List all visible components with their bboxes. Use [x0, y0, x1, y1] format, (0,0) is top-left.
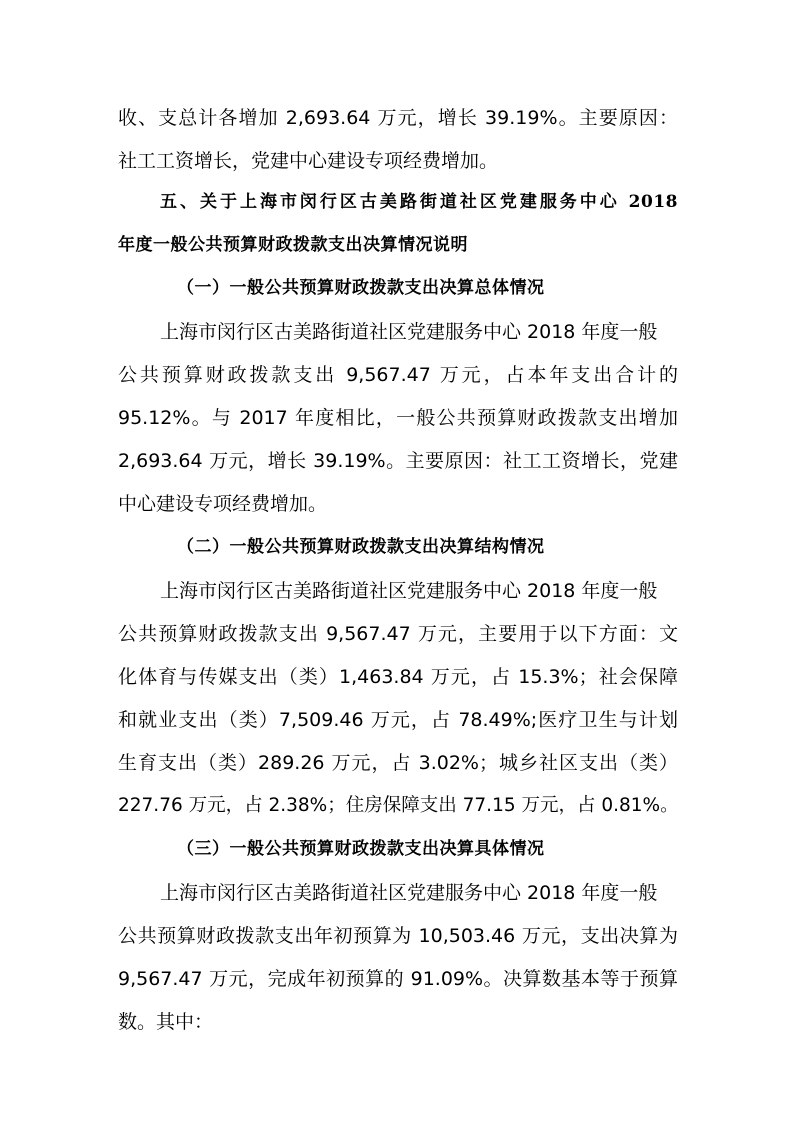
- part3-line-1: 上海市闵行区古美路街道社区党建服务中心 2018 年度一般: [160, 882, 658, 904]
- part1-line-4: 2,693.64 万元，增长 39.19%。主要原因：社工工资增长，党建: [118, 450, 678, 472]
- part2-line-1: 上海市闵行区古美路街道社区党建服务中心 2018 年度一般: [160, 580, 658, 602]
- part1-line-1: 上海市闵行区古美路街道社区党建服务中心 2018 年度一般: [160, 321, 658, 343]
- part1-line-5: 中心建设专项经费增加。: [118, 493, 328, 515]
- part3-heading: （三）一般公共预算财政拨款支出决算具体情况: [177, 839, 545, 859]
- intro-line-2: 社工工资增长，党建中心建设专项经费增加。: [118, 150, 499, 172]
- part3-line-2: 公共预算财政拨款支出年初预算为 10,503.46 万元，支出决算为: [118, 925, 678, 947]
- part1-line-3: 95.12%。与 2017 年度相比，一般公共预算财政拨款支出增加: [118, 407, 678, 429]
- part1-heading: （一）一般公共预算财政拨款支出决算总体情况: [177, 278, 545, 298]
- part2-line-6: 227.76 万元，占 2.38%；住房保障支出 77.15 万元，占 0.81%。: [118, 795, 679, 816]
- section5-title-line-2: 年度一般公共预算财政拨款支出决算情况说明: [118, 235, 468, 255]
- part3-line-4: 数。其中：: [118, 1011, 214, 1033]
- part2-line-4: 和就业支出（类）7,509.46 万元，占 78.49%;医疗卫生与计划: [118, 709, 678, 731]
- part3-line-3: 9,567.47 万元，完成年初预算的 91.09%。决算数基本等于预算: [118, 968, 678, 990]
- part2-line-3: 化体育与传媒支出（类）1,463.84 万元，占 15.3%；社会保障: [118, 666, 678, 688]
- intro-line-1: 收、支总计各增加 2,693.64 万元，增长 39.19%。主要原因：: [118, 107, 678, 129]
- section5-title-line-1: 五、关于上海市闵行区古美路街道社区党建服务中心 2018: [160, 192, 678, 212]
- part1-line-2: 公共预算财政拨款支出 9,567.47 万元，占本年支出合计的: [118, 364, 678, 386]
- part2-line-2: 公共预算财政拨款支出 9,567.47 万元，主要用于以下方面：文: [118, 623, 678, 645]
- part2-line-5: 生育支出（类）289.26 万元，占 3.02%；城乡社区支出（类）: [118, 752, 678, 774]
- part2-heading: （二）一般公共预算财政拨款支出决算结构情况: [177, 537, 545, 557]
